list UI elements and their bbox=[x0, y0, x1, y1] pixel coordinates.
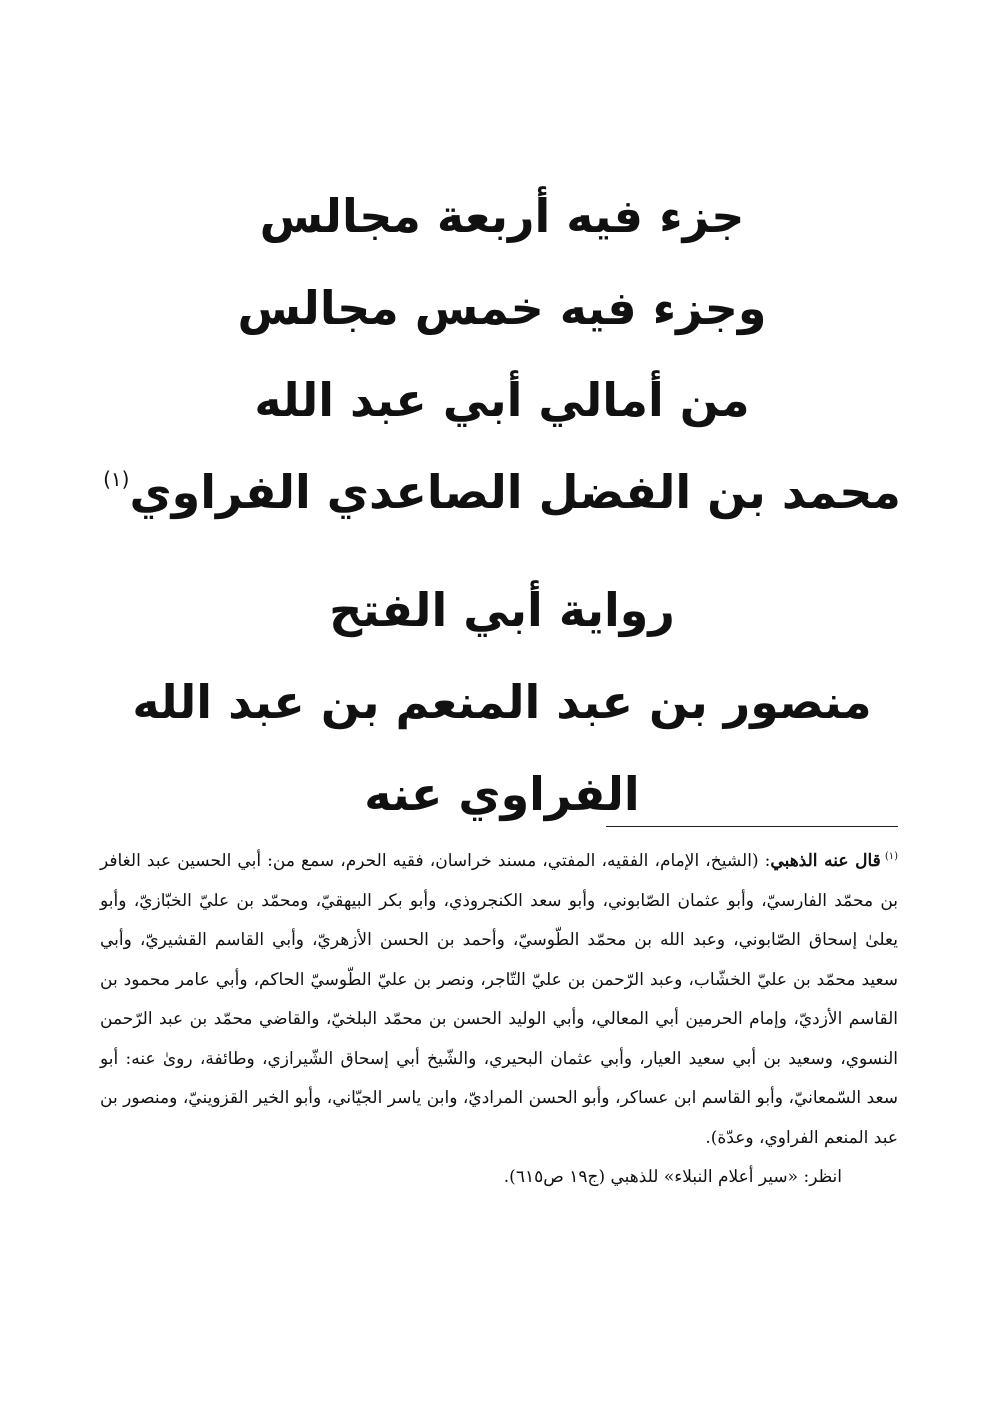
riwaya-line-2: منصور بن عبد المنعم بن عبد الله bbox=[132, 675, 872, 729]
riwaya-line-1: رواية أبي الفتح bbox=[329, 583, 675, 637]
footnote-body: : (الشيخ، الإمام، الفقيه، المفتي، مسند خراسان، فقيه الحرم، سمع من: أبي الحسين عبد الغافر بن محمّد الفارسيّ، وأبو عثمان الصّابوني، وأبو سعد الكنجروذي، وأبو بكر البيهقيّ، ومحمّد بن عليّ الخبّازيّ، وأبو يعلىٰ إسحاق الصّابوني، وعبد الله بن محمّد الطّوسيّ، وأحمد بن الحسن الأزهريّ، وأبي القاسم القشيريّ، وأبي سعيد محمّد بن عليّ الخشّاب، وعبد الرّحمن بن عليّ التّاجر، ونصر بن عليّ الطّوسيّ الحاكم، وأبي عامر محمود بن القاسم الأزديّ، وإمام الحرمين أبي المعالي، وأبي الوليد الحسن بن محمّد البلخيّ، والقاضي محمّد بن عبد الرّحمن النسوي، وسعيد بن أبي سعيد العيار، وأبي عثمان البحيري، والشّيخ أبي إسحاق الشّيرازي، وطائفة، روىٰ عنه: أبو سعد السّمعانيّ، وأبو القاسم ابن عساكر، وأبو الحسن المراديّ، وابن ياسر الجيّاني، وأبو الخير القزوينيّ، ومنصور بن عبد المنعم الفراوي، وعدّة). bbox=[100, 851, 898, 1148]
title-block bbox=[60, 170, 944, 840]
footnote bbox=[100, 842, 898, 1198]
footnote-separator bbox=[606, 826, 898, 827]
footnote-reference: انظر: «سير أعلام النبلاء» للذهبي (ج١٩ ص٦١٥). bbox=[503, 1167, 842, 1187]
title-line-1: جزء فيه أربعة مجالس bbox=[259, 189, 745, 243]
footnote-mark: (١) bbox=[884, 851, 898, 862]
title-line-4 bbox=[60, 446, 944, 538]
footnote-reference-mark: (١) bbox=[103, 467, 130, 491]
title-line-2: وجزء فيه خمس مجالس bbox=[237, 281, 767, 335]
riwaya-line-3: الفراوي عنه bbox=[364, 767, 640, 821]
footnote-lead: قال عنه الذهبي bbox=[770, 851, 881, 871]
author-name: محمد بن الفضل الصاعدي الفراوي bbox=[129, 465, 901, 519]
title-line-3: من أمالي أبي عبد الله bbox=[254, 373, 750, 427]
